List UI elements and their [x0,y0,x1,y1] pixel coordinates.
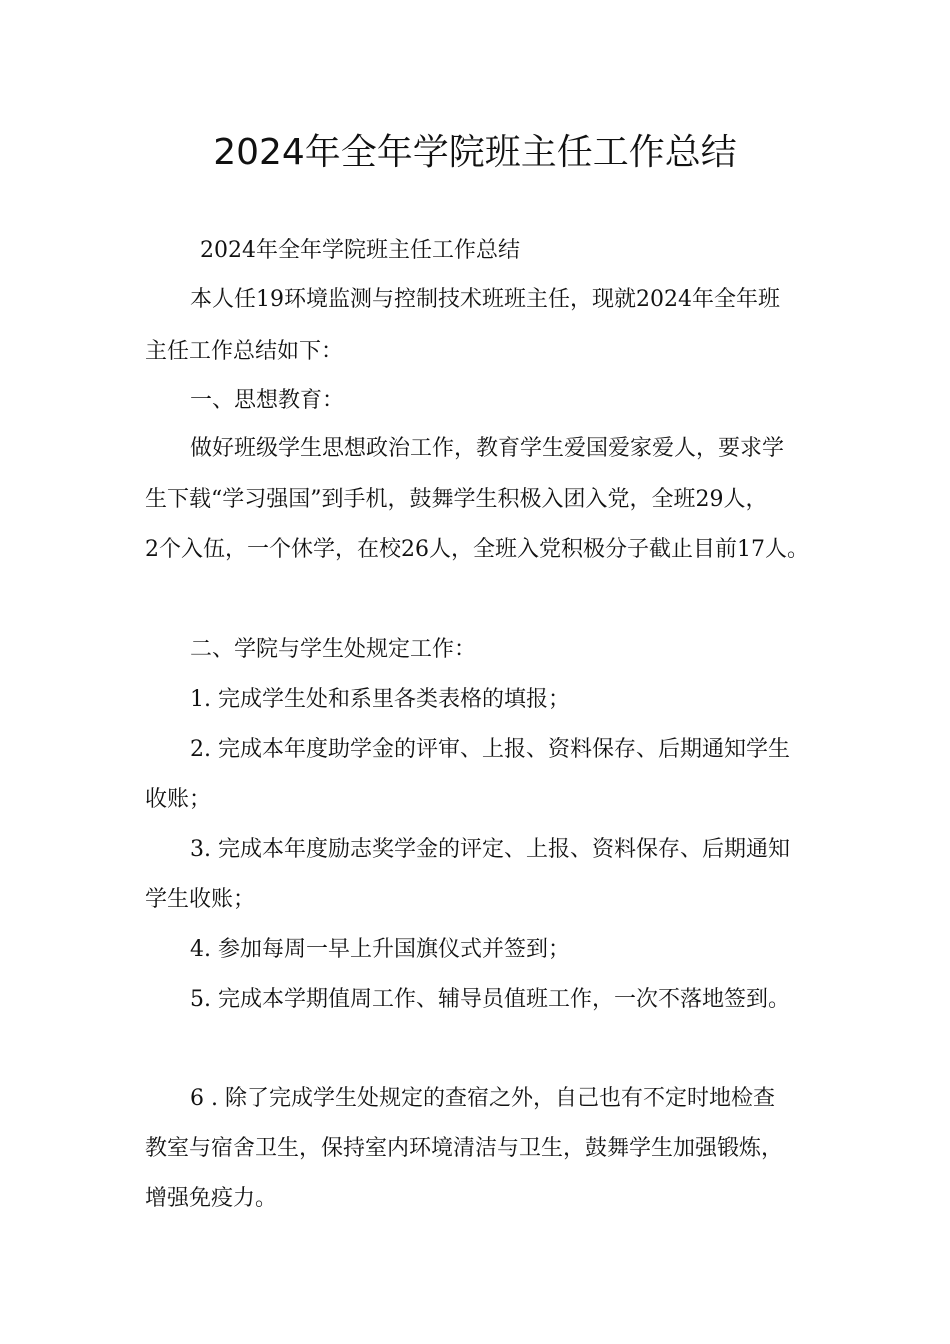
paragraph-line: 2个入伍，一个休学，在校26人，全班入党积极分子截止目前17人。 [145,537,809,562]
paragraph-line: 生下载“学习强国”到手机，鼓舞学生积极入团入党，全班29人， [145,487,768,512]
list-item-continuation: 学生收账； [145,887,256,912]
list-item: 3. 完成本年度励志奖学金的评定、上报、资料保存、后期通知 [190,837,790,862]
list-item: 5. 完成本学期值周工作、辅导员值班工作，一次不落地签到。 [190,987,790,1012]
list-item-continuation: 教室与宿舍卫生，保持室内环境清洁与卫生，鼓舞学生加强锻炼， [145,1136,784,1161]
list-item: 4. 参加每周一早上升国旗仪式并签到； [190,937,570,962]
paragraph-line: 本人任19环境监测与控制技术班班主任，现就2024年全年班 [190,287,780,312]
list-item: 6 . 除了完成学生处规定的查宿之外，自己也有不定时地检查 [190,1086,775,1111]
section-heading: 二、学院与学生处规定工作： [190,637,477,662]
list-item-continuation: 收账； [145,787,212,812]
list-item-continuation: 增强免疫力。 [145,1186,278,1211]
section-heading: 一、思想教育： [190,388,345,413]
document-title: 2024年全年学院班主任工作总结 [213,132,737,173]
document-subtitle: 2024年全年学院班主任工作总结 [200,238,520,263]
list-item: 2. 完成本年度助学金的评审、上报、资料保存、后期通知学生 [190,737,790,762]
paragraph-line: 主任工作总结如下： [145,339,344,364]
paragraph-line: 做好班级学生思想政治工作，教育学生爱国爱家爱人，要求学 [190,436,785,461]
list-item: 1. 完成学生处和系里各类表格的填报； [190,687,570,712]
